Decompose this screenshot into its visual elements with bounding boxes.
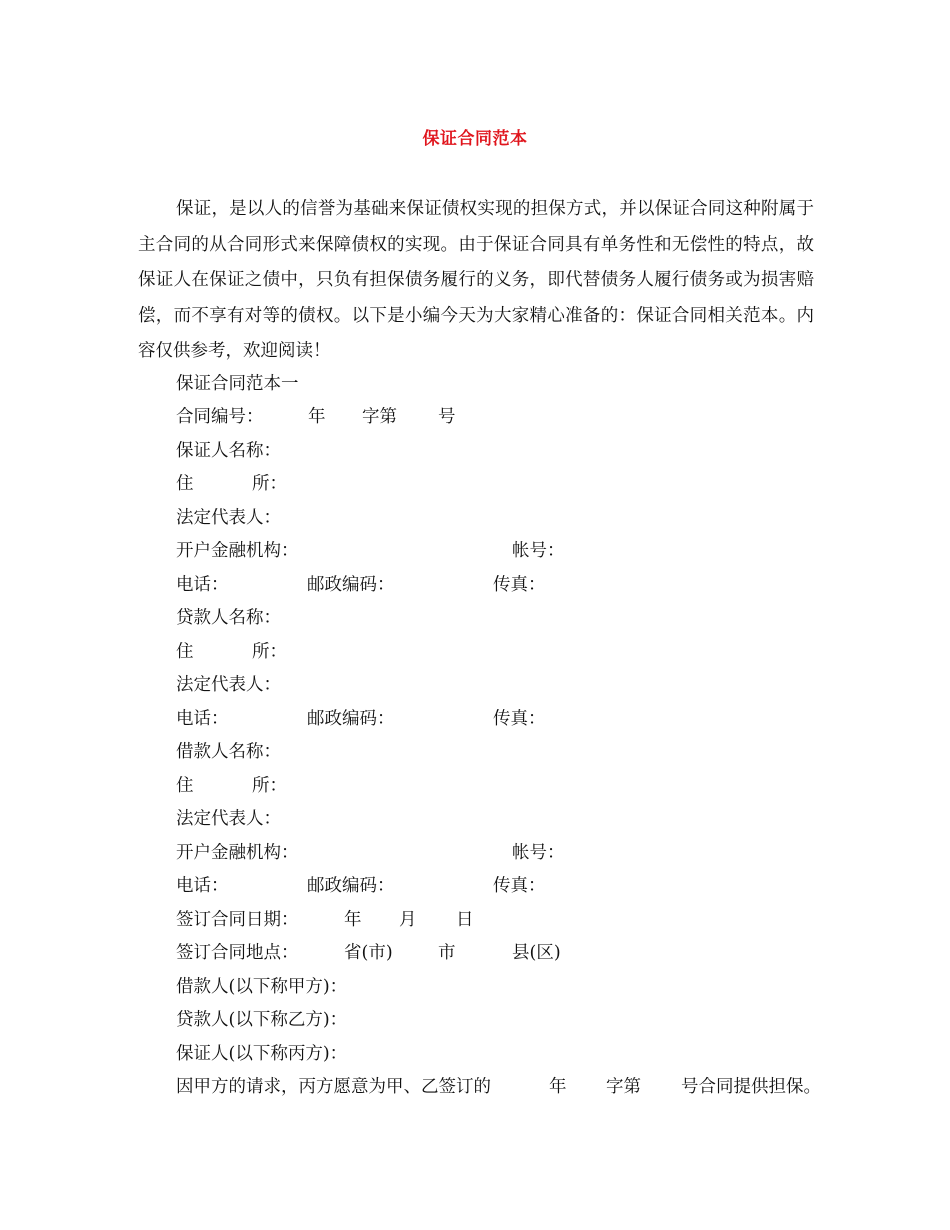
guarantor-rep-label: 法定代表人：	[176, 508, 281, 528]
final-sentence-part1: 因甲方的请求，丙方愿意为甲、乙签订的	[176, 1077, 491, 1097]
contract-number-year: 年	[308, 407, 326, 427]
contract-number-hao: 号	[438, 407, 456, 427]
sign-date-month: 月	[399, 910, 417, 930]
contract-number-label: 合同编号：	[176, 407, 264, 427]
lender-fax-label: 传真：	[493, 709, 546, 729]
guarantor-bank-label: 开户金融机构：	[176, 541, 299, 561]
guarantor-name-label: 保证人名称：	[176, 441, 281, 461]
final-sentence-zi: 字第	[606, 1077, 641, 1097]
sign-date-label: 签订合同日期：	[176, 910, 299, 930]
borrower-account-label: 帐号：	[512, 843, 565, 863]
borrower-phone-label: 电话：	[176, 876, 229, 896]
section-title-text: 保证合同范本一	[176, 374, 299, 394]
document-title: 保证合同范本	[422, 129, 528, 149]
lender-rep-label: 法定代表人：	[176, 675, 281, 695]
lender-name-label: 贷款人名称：	[176, 608, 281, 628]
guarantor-fax-label: 传真：	[493, 575, 546, 595]
guarantor-address-label-a: 住	[176, 474, 194, 494]
borrower-address-label-a: 住	[176, 776, 194, 796]
borrower-name-label: 借款人名称：	[176, 742, 281, 762]
lender-phone-label: 电话：	[176, 709, 229, 729]
intro-paragraph: 保证，是以人的信誉为基础来保证债权实现的担保方式，并以保证合同这种附属于主合同的从合同形式来保障债权的实现。由于保证合同具有单务性和无偿性的特点，故保证人在保证之债中，只负有担保债务履行的义务，即代替债务人履行债务或为损害赔偿，而不享有对等的债权。以下是小编今天为大家精心准备的：保证合同相关范本。内容仅供参考，欢迎阅读！	[138, 199, 814, 361]
sign-place-province: 省(市)	[344, 943, 393, 963]
sign-place-city: 市	[438, 943, 456, 963]
borrower-fax-label: 传真：	[493, 876, 546, 896]
guarantor-phone-label: 电话：	[176, 575, 229, 595]
party-b-label: 贷款人(以下称乙方)：	[176, 1010, 348, 1030]
final-sentence-rest: 号合同提供担保。	[681, 1077, 821, 1097]
guarantor-postal-label: 邮政编码：	[307, 575, 395, 595]
borrower-postal-label: 邮政编码：	[307, 876, 395, 896]
borrower-bank-label: 开户金融机构：	[176, 843, 299, 863]
party-a-label: 借款人(以下称甲方)：	[176, 977, 348, 997]
sign-date-day: 日	[456, 910, 474, 930]
party-c-label: 保证人(以下称丙方)：	[176, 1044, 348, 1064]
sign-place-label: 签订合同地点：	[176, 943, 299, 963]
guarantor-address-label-b: 所：	[252, 474, 287, 494]
guarantor-account-label: 帐号：	[512, 541, 565, 561]
lender-address-label-a: 住	[176, 642, 194, 662]
borrower-address-label-b: 所：	[252, 776, 287, 796]
lender-postal-label: 邮政编码：	[307, 709, 395, 729]
contract-number-zi: 字第	[362, 407, 397, 427]
sign-place-county: 县(区)	[512, 943, 561, 963]
lender-address-label-b: 所：	[252, 642, 287, 662]
borrower-rep-label: 法定代表人：	[176, 809, 281, 829]
final-sentence-year: 年	[549, 1077, 567, 1097]
sign-date-year: 年	[344, 910, 362, 930]
